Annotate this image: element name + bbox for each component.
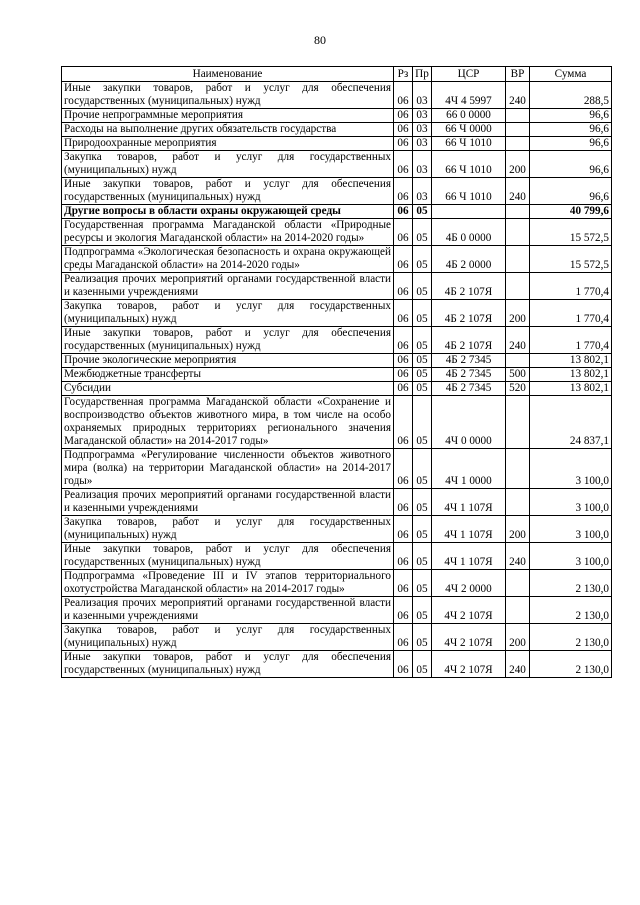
cell-name: Прочие экологические мероприятия — [62, 354, 394, 368]
cell-vr: 240 — [506, 651, 530, 678]
cell-pr: 05 — [413, 382, 432, 396]
cell-name: Закупка товаров, работ и услуг для государственных (муниципальных) нужд — [62, 516, 394, 543]
column-header-pr: Пр — [413, 67, 432, 82]
cell-pr: 03 — [413, 123, 432, 137]
cell-rz: 06 — [394, 651, 413, 678]
cell-csr: 4Б 2 107Я — [432, 273, 506, 300]
cell-sum: 96,6 — [530, 137, 612, 151]
cell-vr — [506, 597, 530, 624]
cell-csr: 66 Ч 1010 — [432, 151, 506, 178]
column-header-csr: ЦСР — [432, 67, 506, 82]
cell-rz: 06 — [394, 327, 413, 354]
cell-name: Подпрограмма «Проведение III и IV этапов территориального охотустройства Магаданской области» на 2014-2017 годы» — [62, 570, 394, 597]
cell-name: Расходы на выполнение других обязательств государства — [62, 123, 394, 137]
cell-csr: 4Ч 1 107Я — [432, 489, 506, 516]
cell-vr: 500 — [506, 368, 530, 382]
cell-name: Реализация прочих мероприятий органами государственной власти и казенными учреждениями — [62, 273, 394, 300]
cell-vr — [506, 109, 530, 123]
cell-csr: 4Ч 1 107Я — [432, 543, 506, 570]
table-row — [62, 489, 612, 516]
cell-vr: 200 — [506, 151, 530, 178]
cell-sum: 1 770,4 — [530, 327, 612, 354]
cell-vr: 240 — [506, 327, 530, 354]
budget-table — [61, 66, 612, 678]
cell-pr: 05 — [413, 219, 432, 246]
table-row — [62, 178, 612, 205]
cell-name: Реализация прочих мероприятий органами государственной власти и казенными учреждениями — [62, 597, 394, 624]
cell-rz: 06 — [394, 354, 413, 368]
cell-name: Закупка товаров, работ и услуг для государственных (муниципальных) нужд — [62, 300, 394, 327]
cell-sum: 3 100,0 — [530, 449, 612, 489]
cell-csr: 66 Ч 1010 — [432, 178, 506, 205]
cell-csr: 66 0 0000 — [432, 109, 506, 123]
cell-pr: 03 — [413, 82, 432, 109]
cell-vr — [506, 137, 530, 151]
cell-rz: 06 — [394, 123, 413, 137]
cell-vr: 240 — [506, 82, 530, 109]
cell-csr: 4Ч 1 107Я — [432, 516, 506, 543]
cell-csr: 4Ч 2 107Я — [432, 597, 506, 624]
cell-vr: 240 — [506, 543, 530, 570]
cell-rz: 06 — [394, 82, 413, 109]
cell-sum: 13 802,1 — [530, 368, 612, 382]
column-header-vr: ВР — [506, 67, 530, 82]
table-row — [62, 597, 612, 624]
cell-vr — [506, 489, 530, 516]
page-number: 80 — [314, 33, 326, 47]
cell-name: Иные закупки товаров, работ и услуг для обеспечения государственных (муниципальных) нужд — [62, 178, 394, 205]
cell-rz: 06 — [394, 597, 413, 624]
cell-csr: 4Б 2 7345 — [432, 354, 506, 368]
cell-csr: 4Б 2 107Я — [432, 327, 506, 354]
table-row — [62, 449, 612, 489]
table-row — [62, 273, 612, 300]
cell-vr — [506, 123, 530, 137]
cell-name: Закупка товаров, работ и услуг для государственных (муниципальных) нужд — [62, 151, 394, 178]
table-row — [62, 327, 612, 354]
cell-pr: 05 — [413, 396, 432, 449]
cell-vr — [506, 246, 530, 273]
cell-sum: 2 130,0 — [530, 624, 612, 651]
cell-rz: 06 — [394, 246, 413, 273]
cell-pr: 05 — [413, 449, 432, 489]
cell-name: Прочие непрограммные мероприятия — [62, 109, 394, 123]
cell-name: Государственная программа Магаданской области «Сохранение и воспроизводство объектов животного мира, в том числе на особо охраняемых природных территориях регионального значения Магаданской области» на 2014-2017 годы» — [62, 396, 394, 449]
cell-vr: 520 — [506, 382, 530, 396]
cell-name: Государственная программа Магаданской области «Природные ресурсы и экология Магаданской области» на 2014-2020 годы» — [62, 219, 394, 246]
cell-sum: 1 770,4 — [530, 300, 612, 327]
cell-pr: 05 — [413, 624, 432, 651]
cell-pr: 03 — [413, 151, 432, 178]
cell-csr: 4Б 2 0000 — [432, 246, 506, 273]
cell-csr: 4Б 0 0000 — [432, 219, 506, 246]
cell-name: Реализация прочих мероприятий органами государственной власти и казенными учреждениями — [62, 489, 394, 516]
cell-sum: 96,6 — [530, 109, 612, 123]
column-header-rz: Рз — [394, 67, 413, 82]
cell-vr: 240 — [506, 178, 530, 205]
cell-pr: 05 — [413, 570, 432, 597]
cell-csr — [432, 205, 506, 219]
cell-rz: 06 — [394, 382, 413, 396]
table-row — [62, 109, 612, 123]
cell-sum: 2 130,0 — [530, 570, 612, 597]
cell-sum: 96,6 — [530, 178, 612, 205]
cell-rz: 06 — [394, 396, 413, 449]
cell-vr — [506, 354, 530, 368]
cell-sum: 96,6 — [530, 123, 612, 137]
cell-sum: 3 100,0 — [530, 489, 612, 516]
cell-name: Иные закупки товаров, работ и услуг для обеспечения государственных (муниципальных) нужд — [62, 327, 394, 354]
cell-name: Подпрограмма «Экологическая безопасность и охрана окружающей среды Магаданской области» на 2014-2020 годы» — [62, 246, 394, 273]
cell-sum: 1 770,4 — [530, 273, 612, 300]
table-row — [62, 543, 612, 570]
cell-sum: 15 572,5 — [530, 219, 612, 246]
cell-name: Межбюджетные трансферты — [62, 368, 394, 382]
cell-rz: 06 — [394, 151, 413, 178]
cell-name: Иные закупки товаров, работ и услуг для обеспечения государственных (муниципальных) нужд — [62, 82, 394, 109]
cell-csr: 66 Ч 1010 — [432, 137, 506, 151]
table-row — [62, 137, 612, 151]
cell-pr: 05 — [413, 543, 432, 570]
table-row — [62, 151, 612, 178]
cell-csr: 4Ч 2 107Я — [432, 624, 506, 651]
cell-vr — [506, 396, 530, 449]
table-row — [62, 624, 612, 651]
cell-rz: 06 — [394, 624, 413, 651]
cell-name: Другие вопросы в области охраны окружающей среды — [62, 205, 394, 219]
table-row — [62, 396, 612, 449]
cell-pr: 05 — [413, 651, 432, 678]
cell-csr: 4Ч 2 0000 — [432, 570, 506, 597]
table-row — [62, 382, 612, 396]
table-row — [62, 246, 612, 273]
cell-pr: 05 — [413, 597, 432, 624]
cell-name: Закупка товаров, работ и услуг для государственных (муниципальных) нужд — [62, 624, 394, 651]
table-row — [62, 205, 612, 219]
table-row — [62, 219, 612, 246]
table-row — [62, 651, 612, 678]
cell-pr: 05 — [413, 300, 432, 327]
cell-pr: 05 — [413, 368, 432, 382]
cell-rz: 06 — [394, 489, 413, 516]
cell-rz: 06 — [394, 109, 413, 123]
cell-rz: 06 — [394, 178, 413, 205]
table-row — [62, 516, 612, 543]
cell-csr: 4Ч 2 107Я — [432, 651, 506, 678]
table-row — [62, 82, 612, 109]
cell-rz: 06 — [394, 137, 413, 151]
cell-vr: 200 — [506, 624, 530, 651]
cell-sum: 3 100,0 — [530, 516, 612, 543]
table-row — [62, 368, 612, 382]
table-row — [62, 123, 612, 137]
cell-sum: 2 130,0 — [530, 597, 612, 624]
cell-pr: 03 — [413, 109, 432, 123]
cell-rz: 06 — [394, 205, 413, 219]
cell-pr: 03 — [413, 178, 432, 205]
cell-vr — [506, 273, 530, 300]
cell-name: Подпрограмма «Регулирование численности объектов животного мира (волка) на территории Магаданской области» на 2014-2017 годы» — [62, 449, 394, 489]
cell-vr — [506, 219, 530, 246]
cell-vr — [506, 205, 530, 219]
cell-csr: 4Ч 4 5997 — [432, 82, 506, 109]
cell-rz: 06 — [394, 543, 413, 570]
cell-rz: 06 — [394, 273, 413, 300]
cell-sum: 15 572,5 — [530, 246, 612, 273]
table-row — [62, 300, 612, 327]
cell-pr: 05 — [413, 246, 432, 273]
cell-csr: 66 Ч 0000 — [432, 123, 506, 137]
cell-csr: 4Б 2 7345 — [432, 368, 506, 382]
cell-vr: 200 — [506, 300, 530, 327]
cell-rz: 06 — [394, 449, 413, 489]
cell-pr: 05 — [413, 354, 432, 368]
cell-pr: 05 — [413, 489, 432, 516]
cell-sum: 13 802,1 — [530, 382, 612, 396]
cell-csr: 4Б 2 7345 — [432, 382, 506, 396]
cell-pr: 05 — [413, 327, 432, 354]
table-row — [62, 354, 612, 368]
cell-name: Субсидии — [62, 382, 394, 396]
cell-pr: 05 — [413, 205, 432, 219]
column-header-sum: Сумма — [530, 67, 612, 82]
cell-vr: 200 — [506, 516, 530, 543]
cell-sum: 288,5 — [530, 82, 612, 109]
cell-name: Иные закупки товаров, работ и услуг для обеспечения государственных (муниципальных) нужд — [62, 651, 394, 678]
cell-pr: 03 — [413, 137, 432, 151]
cell-pr: 05 — [413, 273, 432, 300]
cell-sum: 24 837,1 — [530, 396, 612, 449]
cell-sum: 2 130,0 — [530, 651, 612, 678]
table-header-row — [62, 67, 612, 82]
cell-vr — [506, 449, 530, 489]
table-row — [62, 570, 612, 597]
cell-rz: 06 — [394, 570, 413, 597]
cell-sum: 13 802,1 — [530, 354, 612, 368]
cell-sum: 96,6 — [530, 151, 612, 178]
cell-csr: 4Ч 0 0000 — [432, 396, 506, 449]
cell-name: Природоохранные мероприятия — [62, 137, 394, 151]
cell-rz: 06 — [394, 368, 413, 382]
cell-csr: 4Ч 1 0000 — [432, 449, 506, 489]
cell-vr — [506, 570, 530, 597]
cell-rz: 06 — [394, 300, 413, 327]
cell-rz: 06 — [394, 219, 413, 246]
cell-csr: 4Б 2 107Я — [432, 300, 506, 327]
cell-sum: 40 799,6 — [530, 205, 612, 219]
cell-rz: 06 — [394, 516, 413, 543]
column-header-name: Наименование — [62, 67, 394, 82]
cell-pr: 05 — [413, 516, 432, 543]
cell-name: Иные закупки товаров, работ и услуг для обеспечения государственных (муниципальных) нужд — [62, 543, 394, 570]
cell-sum: 3 100,0 — [530, 543, 612, 570]
